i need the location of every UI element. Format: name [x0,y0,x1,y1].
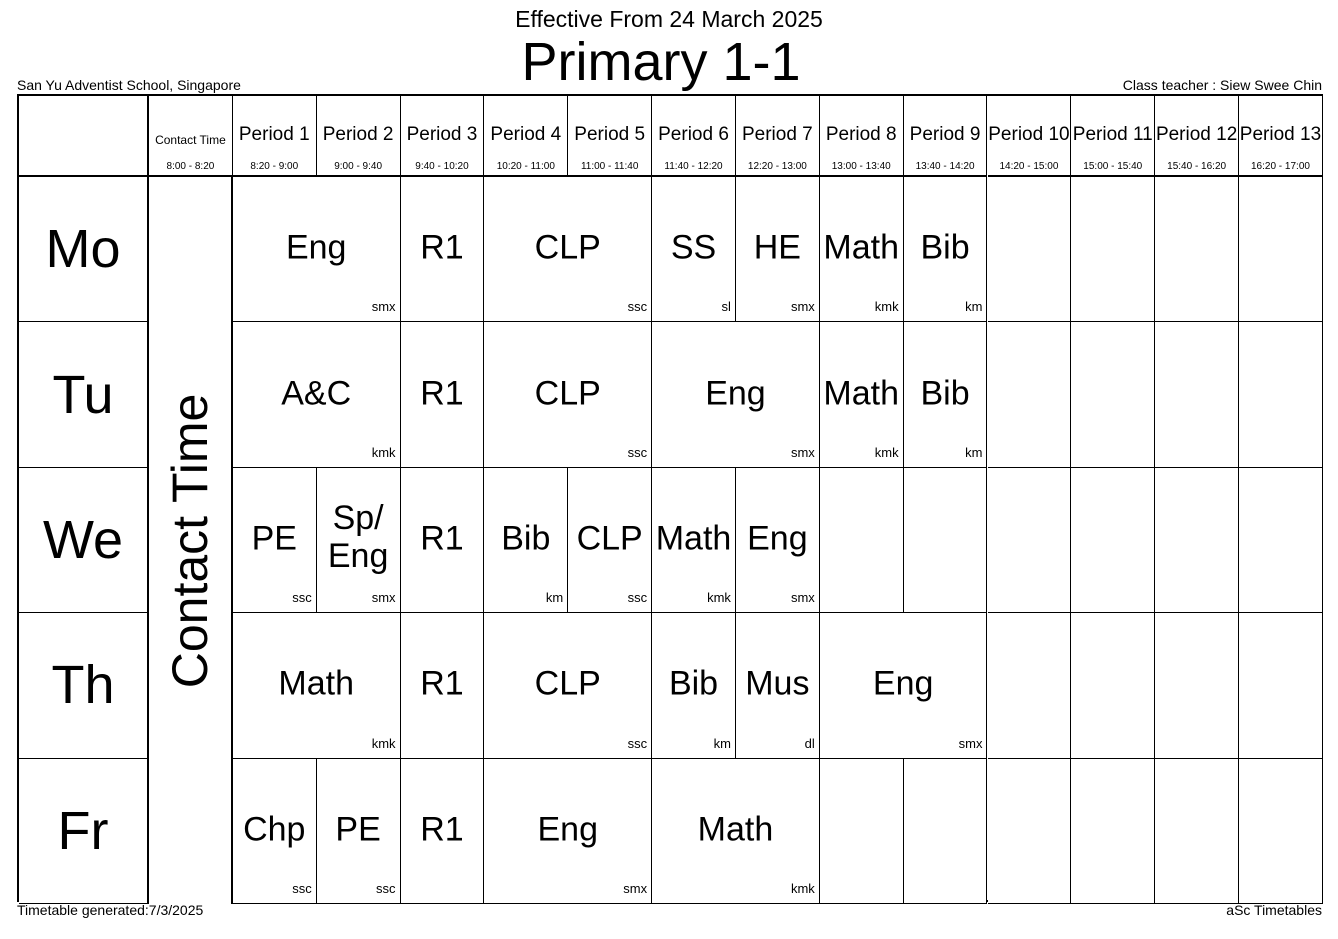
period-name: Period 1 [238,124,310,145]
lesson-subject: R1 [420,664,464,703]
lesson-cell[interactable] [568,468,652,613]
lesson-cell[interactable] [233,613,401,758]
period-time: 13:40 - 14:20 [915,161,975,172]
corner-cell [19,96,149,177]
lesson-subject: Eng [285,228,347,267]
lesson-cell[interactable] [401,322,485,467]
lesson-subject: Mus [745,664,810,703]
period-time: 8:20 - 9:00 [250,161,299,172]
period-name: Contact Time [155,133,226,147]
lesson-subject: PE [335,810,381,849]
lesson-subject: Bib [501,519,551,558]
lesson-cell[interactable] [820,322,904,467]
lesson-teacher: smx [371,299,396,315]
lesson-cell[interactable] [652,468,736,613]
period-time: 15:40 - 16:20 [1167,161,1227,172]
lesson-teacher: smx [790,590,815,606]
lesson-teacher: km [545,590,564,606]
empty-cell [904,759,988,904]
lesson-subject: Math [655,519,732,558]
period-header [568,96,652,177]
school-name: San Yu Adventist School, Singapore [17,77,241,93]
period-time: 10:20 - 11:00 [496,161,555,172]
day-label-cell [19,322,149,467]
period-name: Period 3 [406,124,478,145]
empty-cell [820,759,904,904]
lesson-cell[interactable] [904,322,988,467]
lesson-cell[interactable] [401,177,485,322]
lesson-cell[interactable] [736,177,820,322]
period-header [1239,96,1323,177]
period-time: 8:00 - 8:20 [166,161,215,172]
lesson-teacher: km [965,444,983,460]
lesson-cell[interactable] [820,177,904,322]
period-name: Period 5 [574,124,646,145]
period-name: Period 4 [490,124,562,145]
lesson-teacher: kmk [874,299,899,315]
period-name: Period 8 [825,124,897,145]
lesson-cell[interactable] [904,177,988,322]
lesson-cell[interactable] [484,322,652,467]
lesson-cell[interactable] [652,322,820,467]
empty-cell [988,322,1072,467]
contact-time-column [149,177,233,904]
lesson-subject: Chp [243,810,306,849]
period-time: 9:40 - 10:20 [415,161,469,172]
contact-time-label: Contact Time [161,393,218,688]
day-label: Th [51,655,115,716]
day-label-cell [19,177,149,322]
lesson-teacher: ssc [627,444,648,460]
lesson-teacher: smx [958,735,983,751]
lesson-teacher: sl [721,299,731,315]
period-time: 16:20 - 17:00 [1251,161,1310,172]
lesson-cell[interactable] [652,613,736,758]
period-header [233,96,317,177]
empty-cell [1239,468,1323,613]
lesson-cell[interactable] [401,613,485,758]
timetable-grid [17,94,1323,902]
lesson-teacher: kmk [371,735,396,751]
empty-cell [988,759,1072,904]
page-title: Primary 1-1 [521,32,801,92]
lesson-subject: Math [823,374,900,413]
lesson-subject: R1 [420,519,464,558]
lesson-subject: CLP [534,664,601,703]
period-name: Period 6 [658,124,729,145]
period-header [484,96,568,177]
period-name: Period 13 [1239,124,1322,145]
lesson-teacher: kmk [790,880,815,896]
period-name: Period 11 [1072,124,1153,145]
day-label: Tu [52,364,114,425]
lesson-subject: R1 [420,810,464,849]
empty-cell [988,177,1072,322]
lesson-cell[interactable] [233,759,317,904]
lesson-teacher: ssc [627,299,648,315]
period-header [820,96,904,177]
lesson-subject: Bib [668,664,719,703]
lesson-teacher: ssc [292,880,312,896]
period-time: 13:00 - 13:40 [831,161,891,172]
day-label-cell [19,613,149,758]
empty-cell [988,613,1072,758]
lesson-subject: CLP [576,519,643,558]
lesson-subject: R1 [420,374,464,413]
lesson-cell[interactable] [652,759,820,904]
lesson-cell[interactable] [233,177,401,322]
lesson-cell[interactable] [736,468,820,613]
lesson-subject: PE [251,519,297,558]
period-time: 15:00 - 15:40 [1083,161,1143,172]
brand-label: aSc Timetables [1226,902,1322,918]
lesson-cell[interactable] [233,322,401,467]
lesson-subject: Bib [920,228,970,267]
generated-date: Timetable generated:7/3/2025 [17,902,204,918]
timetable-subtitle: Effective From 24 March 2025 [515,6,823,32]
period-header [904,96,988,177]
lesson-subject: Sp/ Eng [327,498,389,575]
lesson-teacher: kmk [707,590,731,606]
period-time: 11:00 - 11:40 [580,161,639,172]
day-label: Mo [45,219,121,280]
lesson-subject: R1 [420,228,464,267]
lesson-cell[interactable] [484,613,652,758]
lesson-cell[interactable] [317,468,401,613]
period-name: Period 9 [909,124,981,145]
empty-cell [1239,613,1323,758]
class-teacher: Class teacher : Siew Swee Chin [1122,77,1322,93]
lesson-teacher: ssc [627,590,648,606]
period-header [652,96,736,177]
lesson-teacher: smx [371,590,396,606]
lesson-cell[interactable] [401,759,485,904]
lesson-cell[interactable] [484,177,652,322]
day-label: Fr [57,800,109,861]
empty-cell [904,468,988,613]
empty-cell [820,468,904,613]
period-time: 14:20 - 15:00 [999,161,1059,172]
day-label: We [42,509,124,570]
lesson-subject: A&C [281,374,352,413]
empty-cell [1071,759,1155,904]
lesson-subject: Eng [872,664,934,703]
lesson-teacher: km [965,299,983,315]
lesson-subject: Math [278,664,354,703]
empty-cell [1071,177,1155,322]
day-label-cell [19,468,149,613]
lesson-cell[interactable] [233,468,317,613]
lesson-subject: Eng [537,810,598,849]
lesson-teacher: ssc [627,735,648,751]
lesson-cell[interactable] [736,613,820,758]
lesson-teacher: smx [790,444,815,460]
lesson-teacher: smx [623,880,648,896]
lesson-teacher: km [713,735,731,751]
period-header [988,96,1072,177]
lesson-subject: Bib [920,374,970,413]
lesson-cell[interactable] [401,468,485,613]
lesson-cell[interactable] [317,759,401,904]
period-header [736,96,820,177]
lesson-teacher: ssc [376,880,396,896]
empty-cell [1155,759,1239,904]
lesson-subject: SS [670,228,717,267]
empty-cell [1071,468,1155,613]
lesson-subject: Math [823,228,900,267]
lesson-subject: CLP [534,228,601,267]
lesson-teacher: kmk [874,444,899,460]
empty-cell [1155,613,1239,758]
empty-cell [988,468,1072,613]
lesson-teacher: ssc [292,590,312,606]
empty-cell [1239,759,1323,904]
period-header [317,96,401,177]
lesson-teacher: kmk [371,444,396,460]
period-time: 11:40 - 12:20 [664,161,723,172]
lesson-subject: Math [697,810,774,849]
day-label-cell [19,759,149,904]
empty-cell [1155,322,1239,467]
lesson-teacher: smx [790,299,815,315]
empty-cell [1155,468,1239,613]
empty-cell [1071,613,1155,758]
period-time: 12:20 - 13:00 [747,161,807,172]
lesson-cell[interactable] [484,468,568,613]
empty-cell [1071,322,1155,467]
lesson-cell[interactable] [652,177,736,322]
empty-cell [1239,322,1323,467]
period-name: Period 12 [1155,124,1238,145]
period-header [1071,96,1155,177]
lesson-subject: CLP [534,374,601,413]
period-time: 9:00 - 9:40 [334,161,383,172]
lesson-cell[interactable] [484,759,652,904]
empty-cell [1155,177,1239,322]
lesson-subject: Eng [705,374,766,413]
period-name: Period 2 [322,124,394,145]
period-header [1155,96,1239,177]
period-name: Period 7 [741,124,813,145]
lesson-subject: HE [753,228,801,267]
lesson-teacher: dl [804,735,815,751]
period-name: Period 10 [988,124,1070,145]
lesson-cell[interactable] [820,613,988,758]
empty-cell [1239,177,1323,322]
lesson-subject: Eng [747,519,808,558]
period-header [401,96,485,177]
period-header [149,96,233,177]
